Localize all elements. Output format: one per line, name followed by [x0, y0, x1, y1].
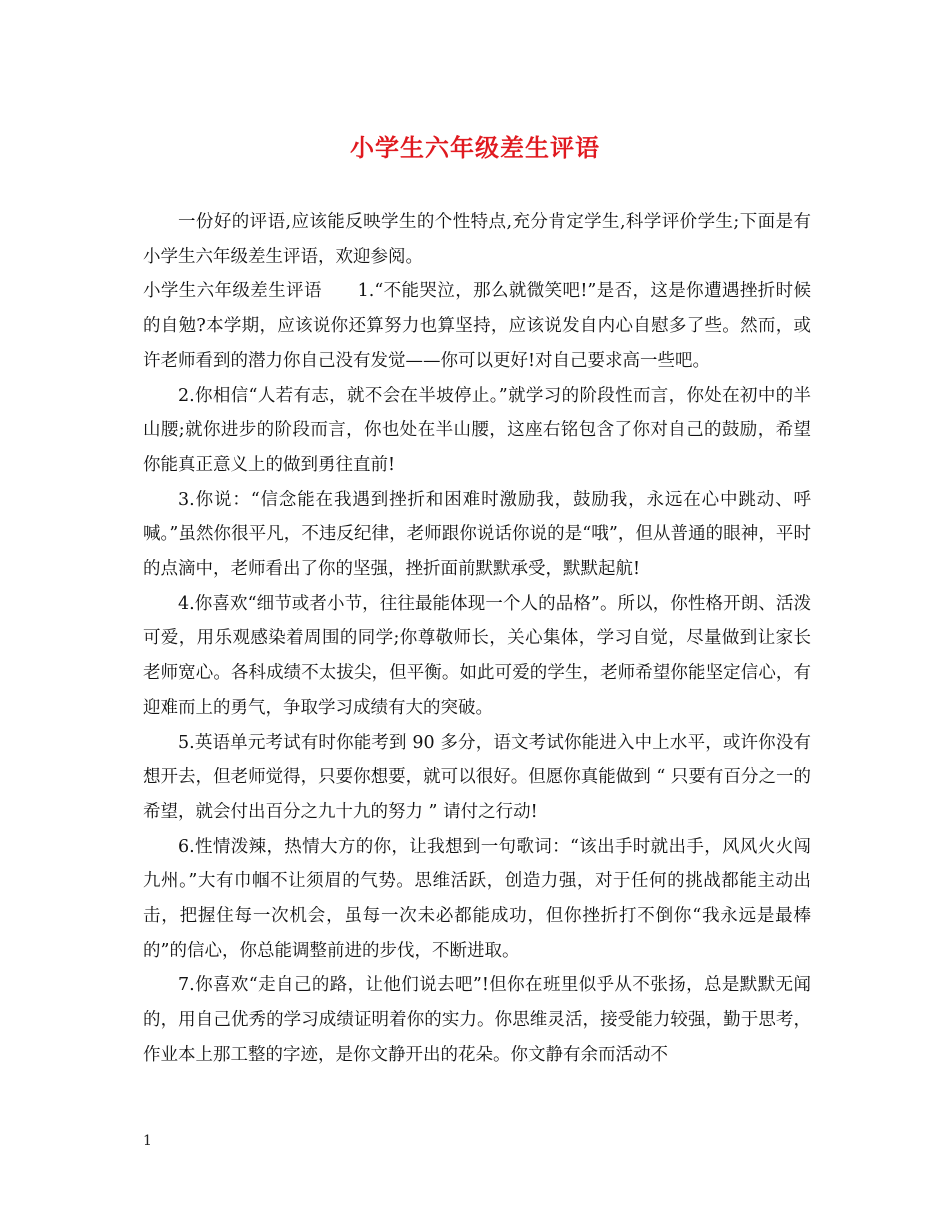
- comment-paragraph-4: 4.你喜欢“细节或者小节，往往最能体现一个人的品格”。所以，你性格开朗、活泼可爱，用乐观感染着周围的同学;你尊敬师长，关心集体，学习自觉，尽量做到让家长老师宽心。各科成绩不太拔尖，但平衡。如此可爱的学生，老师希望你能坚定信心，有迎难而上的勇气，争取学习成绩有大的突破。: [143, 593, 811, 718]
- comment-paragraph-5: 5.英语单元考试有时你能考到 90 多分，语文考试你能进入中上水平，或许你没有想开去，但老师觉得，只要你想要，就可以很好。但愿你真能做到 “ 只要有百分之一的希望，就会付出百分之九十九的努力 ” 请付之行动!: [143, 732, 811, 822]
- intro-paragraph: 一份好的评语,应该能反映学生的个性特点,充分肯定学生,科学评价学生;下面是有小学生六年级差生评语，欢迎参阅。: [143, 212, 811, 267]
- comment-paragraph-7: 7.你喜欢“走自己的路，让他们说去吧”!但你在班里似乎从不张扬，总是默默无闻的，用自己优秀的学习成绩证明着你的实力。你思维灵活，接受能力较强，勤于思考，作业本上那工整的字迹，是你文静开出的花朵。你文静有余而活动不: [143, 975, 811, 1065]
- document-body: [143, 205, 811, 1073]
- comment-paragraph-3: 3.你说：“信念能在我遇到挫折和困难时激励我，鼓励我，永远在心中跳动、呼喊。”虽然你很平凡，不违反纪律，老师跟你说话你说的是“哦”，但从普通的眼神，平时的点滴中，老师看出了你的坚强，挫折面前默默承受，默默起航!: [143, 489, 811, 580]
- comment-paragraph-1: 小学生六年级差生评语 1.“不能哭泣，那么就微笑吧!”是否，这是你遭遇挫折时候的自勉?本学期，应该说你还算努力也算坚持，应该说发自内心自慰多了些。然而，或许老师看到的潜力你自己没有发觉——你可以更好!对自己要求高一些吧。: [143, 281, 811, 371]
- comment-paragraph-2: 2.你相信“人若有志，就不会在半坡停止。”就学习的阶段性而言，你处在初中的半山腰;就你进步的阶段而言，你也处在半山腰，这座右铭包含了你对自己的鼓励，希望你能真正意义上的做到勇往直前!: [143, 385, 811, 475]
- page-number: 1: [143, 1133, 152, 1149]
- document-title: 小学生六年级差生评语: [350, 134, 600, 162]
- comment-paragraph-6: 6.性情泼辣，热情大方的你，让我想到一句歌词：“该出手时就出手，风风火火闯九州。”大有巾帼不让须眉的气势。思维活跃，创造力强，对于任何的挑战都能主动出击，把握住每一次机会，虽每一次未必都能成功，但你挫折打不倒你“我永远是最棒的”的信心，你总能调整前进的步伐，不断进取。: [143, 836, 811, 961]
